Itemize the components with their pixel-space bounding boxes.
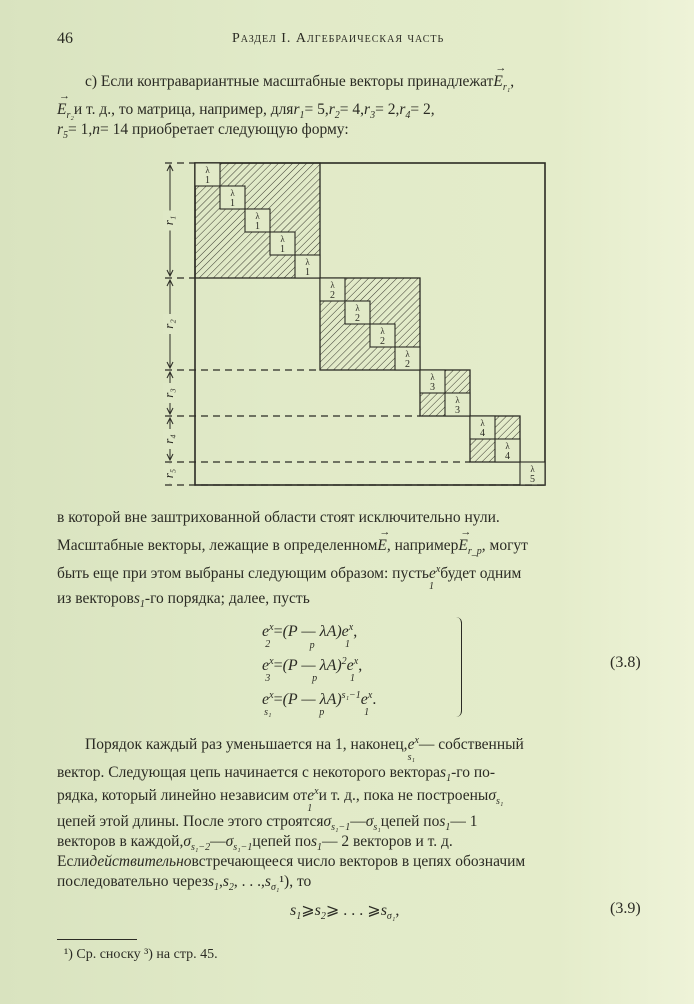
text-segment [57, 565, 429, 583]
segment-text: векторов в каждой, [57, 833, 184, 850]
lambda-symbol: λ [230, 188, 235, 198]
lambda-index: 2 [355, 313, 360, 324]
segment-text: = 2, [410, 101, 435, 118]
text-segment [57, 833, 183, 851]
text-segment [305, 101, 329, 119]
segment-text: e [262, 623, 270, 640]
under-index: 1 [364, 707, 370, 718]
text-line [57, 786, 652, 814]
lambda-index: 1 [230, 198, 235, 209]
text-segment [428, 564, 441, 592]
text-segment [85, 73, 493, 91]
text-segment [57, 853, 89, 871]
segment-text: e [346, 657, 354, 674]
segment-text: E [377, 537, 387, 554]
segment-text: r [364, 101, 371, 118]
text-segment [74, 101, 294, 119]
subscript: 1 [214, 882, 219, 893]
text-segment [407, 735, 419, 763]
lambda-index: 1 [255, 221, 260, 232]
text-segment [290, 902, 301, 922]
text-segment [322, 833, 453, 851]
text-segment [226, 833, 253, 853]
block-size-label: r₁ [160, 215, 176, 226]
segment-text: s [439, 813, 446, 830]
lambda-index: 2 [330, 290, 335, 301]
text-line [57, 853, 652, 871]
text-segment [100, 121, 349, 139]
text-segment [210, 833, 226, 851]
block-matrix-diagram [150, 150, 570, 500]
segment-text: , . . ., [233, 873, 265, 890]
text-segment [493, 62, 511, 93]
text-line [57, 764, 652, 784]
superscript: x [414, 735, 419, 746]
segment-text: σ [365, 813, 374, 830]
segment-text: Порядок каждый раз уменьшается на 1, наконец, [85, 736, 408, 753]
segment-text: встречающееся число векторов в цепях обозначим [191, 853, 526, 870]
lambda-index: 1 [205, 175, 210, 186]
segment-text: — [350, 813, 366, 830]
segment-text: r [293, 101, 300, 118]
segment-text: e [307, 787, 315, 804]
segment-text: = 2, [375, 101, 400, 118]
segment-text: в которой вне заштрихованной области стоят исключительно нули. [57, 509, 500, 526]
segment-text: = 1, [68, 121, 93, 138]
subscript: 1 [317, 842, 323, 853]
block-size-label: r₃ [160, 388, 176, 398]
segment-text: , могут [481, 537, 528, 554]
lambda-symbol: λ [380, 326, 385, 336]
segment-text: цепей по [252, 833, 311, 850]
segment-text: (P — λA) [282, 657, 342, 674]
lambda-symbol: λ [330, 280, 335, 290]
subscript: 1 [299, 110, 305, 121]
segment-text: s [314, 902, 321, 919]
text-segment [319, 787, 489, 805]
vector-arrow: → [379, 526, 391, 538]
text-segment [92, 121, 100, 139]
text-segment [183, 833, 210, 853]
text-segment [134, 590, 145, 610]
segment-text: = [273, 691, 283, 708]
subscript: s₁ [373, 822, 381, 833]
text-segment [145, 590, 310, 608]
text-segment [488, 787, 503, 807]
text-line [57, 735, 652, 763]
text-segment [410, 101, 434, 119]
page-number: 46 [57, 30, 73, 47]
text-line [57, 590, 652, 610]
equation-row [262, 656, 363, 684]
lambda-symbol: λ [255, 211, 260, 221]
text-segment [192, 853, 526, 871]
subscript: r₁ [502, 82, 511, 93]
text-segment [262, 622, 274, 650]
equation-row [290, 900, 399, 922]
text-segment [57, 873, 208, 891]
subscript: 2 [320, 911, 326, 922]
subscript: 5 [63, 130, 69, 141]
text-line [57, 526, 652, 557]
text-segment [274, 623, 283, 641]
text-line [57, 564, 652, 592]
text-segment [307, 786, 319, 814]
superscript: x [353, 656, 359, 667]
lambda-index: 2 [380, 336, 385, 347]
text-segment [262, 690, 274, 718]
subscript: 2 [228, 882, 234, 893]
segment-text: e [360, 691, 368, 708]
equation-brace [455, 617, 462, 717]
lambda-index: 1 [280, 244, 285, 255]
segment-text: ¹), то [279, 873, 312, 890]
lambda-index: 4 [505, 451, 510, 462]
lambda-index: 2 [405, 359, 410, 370]
under-index: 1 [428, 581, 434, 592]
superscript: x [269, 622, 274, 633]
lambda-symbol: λ [505, 441, 510, 451]
text-segment [377, 526, 391, 555]
lambda-index: 3 [455, 405, 460, 416]
segment-text: , [395, 902, 400, 919]
under-index: 2 [265, 639, 271, 650]
superscript: x [269, 656, 274, 667]
segment-text: = [273, 657, 283, 674]
segment-text: (P — λA) [282, 691, 342, 708]
segment-text: E [458, 537, 468, 554]
superscript: 2 [341, 656, 347, 667]
subscript: 1 [296, 911, 302, 922]
superscript: x [348, 622, 354, 633]
running-head: Раздел I. Алгебраическая часть [232, 31, 445, 46]
segment-text: Масштабные векторы, лежащие в определенном [57, 537, 378, 554]
text-segment [293, 101, 304, 121]
segment-text: σ [323, 813, 332, 830]
segment-text: будет одним [440, 565, 522, 582]
block-size-label: r₄ [160, 434, 176, 444]
text-segment [360, 690, 373, 718]
segment-text: действительно [89, 853, 192, 870]
text-segment [262, 656, 274, 684]
segment-text: n [92, 121, 101, 138]
segment-text: s [310, 833, 318, 850]
segment-text: e [341, 623, 349, 640]
superscript: s₁−1 [341, 690, 361, 701]
text-segment [458, 526, 482, 557]
text-segment [440, 764, 451, 784]
equation-row [262, 690, 377, 718]
segment-text: цепей этой длины. После этого строятся [57, 813, 324, 830]
segment-text: E [493, 73, 503, 90]
text-segment [279, 873, 311, 891]
subscript: r_p [467, 546, 482, 557]
segment-text: σ [183, 833, 191, 850]
text-segment [346, 656, 359, 684]
text-segment [450, 813, 477, 831]
vector-arrow: → [59, 90, 70, 102]
text-segment [301, 900, 314, 920]
superscript: x [269, 690, 274, 701]
segment-text: r [328, 101, 335, 118]
under-index: 3 [265, 673, 271, 684]
block-size-label: r₅ [160, 468, 176, 479]
text-line [57, 62, 652, 93]
text-segment [358, 657, 362, 675]
subscript: s₁ [495, 796, 504, 807]
lambda-symbol: λ [455, 395, 460, 405]
text-segment [282, 690, 361, 718]
segment-text: s [133, 590, 140, 607]
under-index: p [309, 640, 315, 651]
segment-text: s [264, 873, 271, 890]
under-index: 1 [349, 673, 355, 684]
segment-text: s [290, 902, 297, 919]
segment-text: рядка, который линейно независим от [57, 787, 308, 804]
subscript: σ₁ [270, 882, 280, 893]
segment-text: из векторов [57, 590, 134, 607]
segment-text: = 5, [304, 101, 329, 118]
text-segment [366, 813, 381, 833]
segment-text: вектор. Следующая цепь начинается с некоторого вектора [57, 764, 441, 781]
segment-text: r [57, 121, 64, 138]
segment-text: = 14 приобретает следующую форму: [100, 121, 349, 138]
text-segment [341, 622, 354, 650]
subscript: 1 [446, 773, 452, 784]
lambda-symbol: λ [405, 349, 410, 359]
subscript: σ₁ [386, 911, 396, 922]
text-segment [89, 853, 191, 871]
text-segment [395, 902, 399, 920]
segment-text: s [440, 764, 447, 781]
equation-row [262, 622, 358, 651]
text-segment [381, 902, 396, 922]
segment-text: e [262, 691, 270, 708]
lambda-index: 5 [530, 474, 535, 485]
subscript: r₂ [66, 110, 74, 121]
text-line [57, 90, 652, 121]
text-segment [57, 813, 323, 831]
text-line [57, 873, 652, 893]
segment-text: быть еще при этом выбраны следующим образом: пусть [57, 565, 429, 582]
segment-text: (P — λA) [282, 623, 342, 640]
text-segment [282, 656, 347, 684]
lambda-symbol: λ [280, 234, 285, 244]
text-segment [252, 833, 311, 851]
equation-number-3-8: (3.8) [610, 654, 641, 671]
under-index: p [312, 673, 318, 684]
segment-text: e [407, 736, 415, 753]
text-segment [326, 900, 381, 920]
segment-text: последовательно через [57, 873, 208, 890]
lambda-symbol: λ [480, 418, 485, 428]
under-index: p [319, 707, 325, 718]
lambda-index: 4 [480, 428, 485, 439]
vector-arrow: → [495, 62, 507, 74]
segment-text: Если [57, 853, 90, 870]
text-segment [311, 833, 322, 853]
text-segment [208, 873, 219, 893]
text-segment [57, 90, 74, 121]
segment-text: -го по- [451, 764, 496, 781]
text-segment [419, 736, 524, 754]
text-segment [234, 873, 265, 891]
lambda-symbol: λ [530, 464, 535, 474]
segment-text: с) Если контравариантные масштабные векторы принадлежат [85, 73, 494, 90]
subscript: s₁−1 [331, 822, 351, 833]
text-segment [85, 736, 408, 754]
segment-text: , [353, 623, 358, 640]
text-segment [265, 873, 279, 893]
subscript: 2 [334, 110, 340, 121]
vector-arrow: → [460, 526, 472, 538]
text-segment [381, 813, 440, 831]
text-segment [57, 509, 500, 527]
text-segment [340, 101, 364, 119]
lambda-symbol: λ [430, 372, 435, 382]
text-segment [387, 537, 459, 555]
segment-text: — 2 векторов и т. д. [322, 833, 453, 850]
superscript: x [435, 564, 441, 575]
segment-text: , [510, 73, 515, 90]
segment-text: e [262, 657, 270, 674]
under-index: 1 [344, 639, 350, 650]
text-segment [440, 565, 521, 583]
segment-text: . [372, 691, 377, 708]
text-segment [482, 537, 528, 555]
segment-text: = 4, [339, 101, 365, 118]
block-size-label: r₂ [160, 319, 176, 329]
segment-text: — [210, 833, 226, 850]
text-segment [68, 121, 92, 139]
text-segment [510, 73, 514, 91]
subscript: 4 [405, 110, 411, 121]
subscript: 1 [445, 822, 451, 833]
text-segment [57, 590, 134, 608]
lambda-symbol: λ [355, 303, 360, 313]
equation-number-3-9: (3.9) [610, 900, 641, 917]
text-segment [274, 657, 283, 675]
segment-text: — 1 [450, 813, 478, 830]
lambda-index: 3 [430, 382, 435, 393]
text-segment [57, 121, 68, 141]
subscript: 1 [139, 599, 145, 610]
text-segment [372, 691, 376, 709]
segment-text: = [273, 623, 283, 640]
lambda-index: 1 [305, 267, 310, 278]
segment-text: E [57, 101, 67, 118]
under-index: s₁ [407, 752, 415, 763]
subscript: 3 [370, 110, 376, 121]
text-line [57, 833, 652, 853]
text-segment [57, 787, 307, 805]
segment-text: , [219, 873, 223, 890]
segment-text: σ [488, 787, 496, 804]
segment-text: и т. д., то матрица, например, для [73, 101, 294, 118]
segment-text: s [380, 902, 387, 919]
text-segment [223, 873, 234, 893]
segment-text: σ [225, 833, 234, 850]
under-index: s₁ [264, 707, 272, 718]
text-segment [364, 101, 375, 121]
subscript: s₁−1 [233, 842, 253, 853]
text-line [57, 509, 652, 527]
segment-text: цепей по [380, 813, 440, 830]
text-segment [353, 623, 357, 641]
segment-text: -го порядка; далее, пусть [144, 590, 310, 607]
text-segment [57, 537, 377, 555]
text-segment [439, 813, 450, 833]
text-segment [329, 101, 340, 121]
text-segment [57, 764, 440, 782]
text-segment [274, 691, 283, 709]
text-line [57, 813, 652, 833]
footnote-rule [57, 939, 137, 940]
text-segment [315, 902, 326, 922]
segment-text: e [428, 565, 436, 582]
text-segment [323, 813, 350, 833]
subscript: s₁−2 [191, 842, 211, 853]
superscript: x [314, 786, 319, 797]
text-segment [350, 813, 366, 831]
text-segment [282, 623, 342, 651]
under-index: 1 [307, 803, 313, 814]
segment-text: s [207, 873, 214, 890]
segment-text: , например [386, 537, 459, 554]
segment-text: ⩾ . . . ⩾ [325, 902, 381, 919]
segment-text: s [222, 873, 229, 890]
segment-text: — собственный [418, 736, 524, 753]
segment-text: ⩾ [301, 902, 315, 919]
footnote: ¹) Ср. сноску ³) на стр. 45. [64, 947, 218, 962]
text-segment [451, 764, 495, 782]
text-segment [375, 101, 399, 119]
segment-text: и т. д., пока не построены [318, 787, 489, 804]
text-segment [399, 101, 410, 121]
lambda-symbol: λ [305, 257, 310, 267]
lambda-symbol: λ [205, 165, 210, 175]
segment-text: r [399, 101, 406, 118]
text-line [57, 121, 652, 141]
segment-text: , [358, 657, 363, 674]
superscript: x [367, 690, 373, 701]
